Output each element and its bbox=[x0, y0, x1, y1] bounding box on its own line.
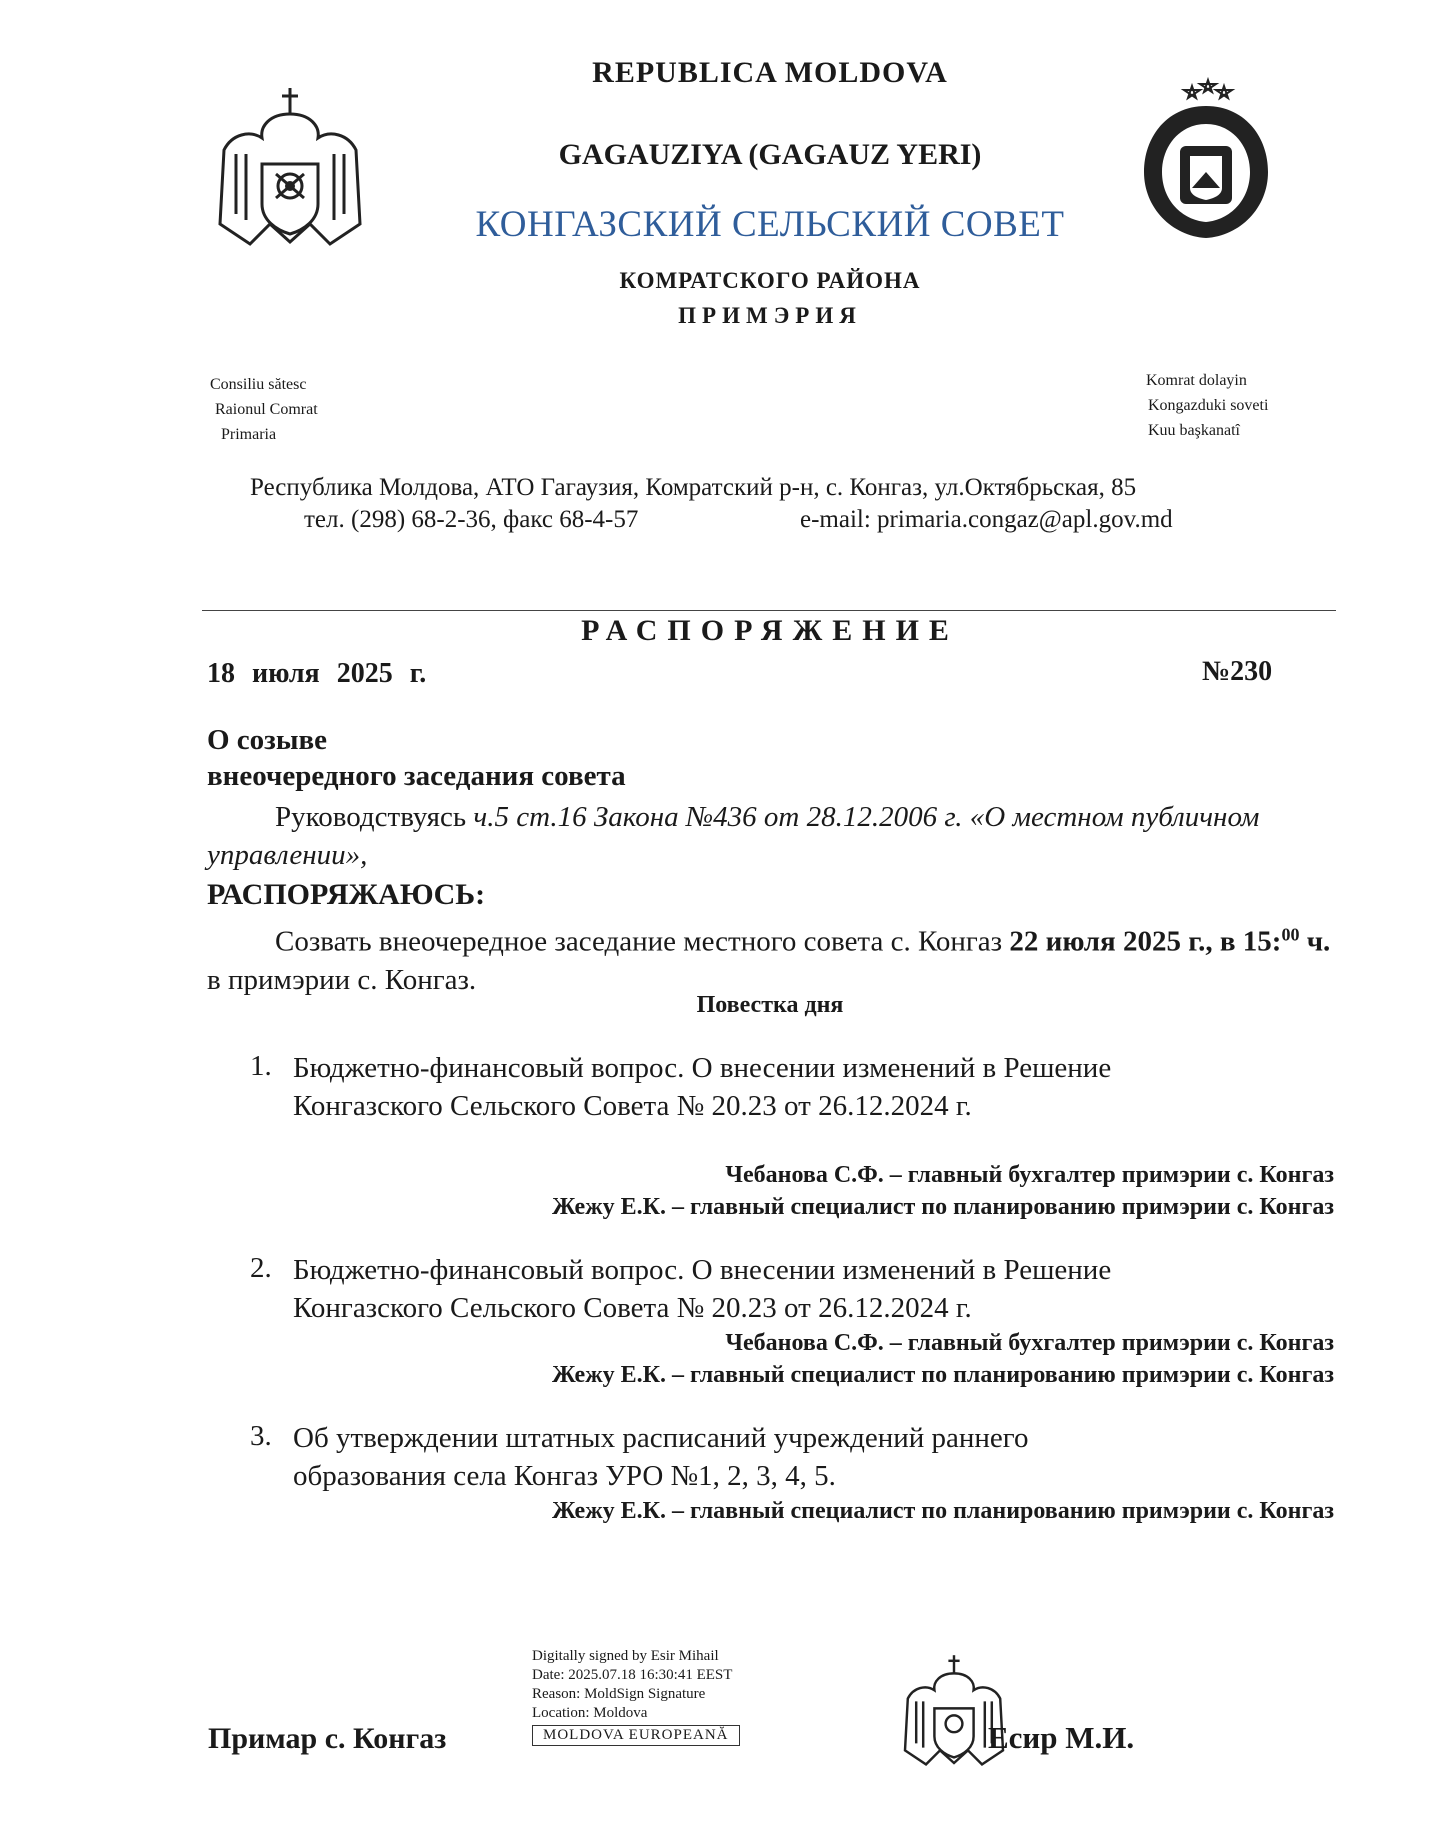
agenda-title: Повестка дня bbox=[696, 992, 844, 1018]
agenda-item-text bbox=[293, 1049, 1293, 1125]
order-paragraph bbox=[207, 915, 1347, 999]
signature-stamp: MOLDOVA EUROPEANĂ bbox=[532, 1725, 740, 1746]
order-date: 22 июля 2025 г., в 15: bbox=[1009, 925, 1282, 958]
agenda-responsible: Чебанова С.Ф. – главный бухгалтер примэрии с. Конгаз bbox=[725, 1162, 1334, 1188]
romanian-institution-name bbox=[210, 372, 318, 447]
legal-basis-paragraph bbox=[207, 798, 1347, 874]
agenda-item-text bbox=[293, 1419, 1293, 1495]
country-title: REPUBLICA MOLDOVA bbox=[592, 56, 948, 89]
order-hour-suffix: ч. bbox=[1299, 925, 1331, 958]
agenda-item-number: 2. bbox=[250, 1252, 272, 1284]
agenda-responsible: Жежу Е.К. – главный специалист по планированию примэрии с. Конгаз bbox=[552, 1194, 1334, 1220]
gagauz-institution-name bbox=[1146, 368, 1268, 443]
basis-intro: Руководствуясь bbox=[275, 801, 474, 833]
left-line: Consiliu sătesc bbox=[210, 376, 307, 393]
signatory-role: Примар с. Конгаз bbox=[208, 1722, 447, 1755]
order-text: Созвать внеочередное заседание местного совета с. Конгаз bbox=[275, 925, 1010, 958]
region-title: GAGAUZIYA (GAGAUZ YERI) bbox=[558, 138, 982, 171]
left-line: Raionul Comrat bbox=[215, 401, 318, 418]
agenda-item-number: 1. bbox=[250, 1050, 272, 1082]
left-line: Primaria bbox=[221, 426, 277, 443]
agenda-item-line: Бюджетно-финансовый вопрос. О внесении изменений в Решение bbox=[293, 1052, 1112, 1084]
postal-address: Республика Молдова, АТО Гагаузия, Комратский р-н, с. Конгаз, ул.Октябрьская, 85 bbox=[250, 474, 1137, 501]
agenda-responsible: Жежу Е.К. – главный специалист по планированию примэрии с. Конгаз bbox=[552, 1362, 1334, 1388]
subject-line-2: внеочередного заседания совета bbox=[207, 760, 626, 792]
district-title: КОМРАТСКОГО РАЙОНА bbox=[619, 268, 921, 293]
document-type: РАСПОРЯЖЕНИЕ bbox=[581, 614, 959, 647]
phone-fax: тел. (298) 68-2-36, факс 68-4-57 bbox=[304, 506, 639, 533]
digital-signature-line: Location: Moldova bbox=[532, 1705, 648, 1721]
agenda-item-number: 3. bbox=[250, 1420, 272, 1452]
subject-line-1: О созыве bbox=[207, 724, 328, 756]
agenda-item-text bbox=[293, 1251, 1293, 1327]
agenda-item-line: Конгазского Сельского Совета № 20.23 от 26.12.2024 г. bbox=[293, 1292, 972, 1324]
digital-signature-line: Digitally signed by Esir Mihail bbox=[532, 1648, 719, 1664]
decree-heading: РАСПОРЯЖАЮСЬ: bbox=[207, 878, 486, 911]
order-place: в примэрии с. Конгаз. bbox=[207, 963, 477, 996]
agenda-item-line: образования села Конгаз УРО №1, 2, 3, 4, 5. bbox=[293, 1460, 836, 1492]
digital-signature-line: Date: 2025.07.18 16:30:41 EEST bbox=[532, 1667, 733, 1683]
agenda-responsible: Чебанова С.Ф. – главный бухгалтер примэрии с. Конгаз bbox=[725, 1330, 1334, 1356]
document-date: 18 июля 2025 г. bbox=[207, 658, 427, 689]
digital-signature-line: Reason: MoldSign Signature bbox=[532, 1686, 706, 1702]
digital-signature-block bbox=[532, 1647, 740, 1746]
right-line: Komrat dolayin bbox=[1146, 372, 1247, 389]
right-line: Kuu başkanatî bbox=[1148, 422, 1240, 439]
document-number: №230 bbox=[1202, 656, 1273, 687]
agenda-item-line: Конгазского Сельского Совета № 20.23 от 26.12.2024 г. bbox=[293, 1090, 972, 1122]
primaria-title: ПРИМЭРИЯ bbox=[678, 303, 862, 328]
agenda-item-line: Бюджетно-финансовый вопрос. О внесении изменений в Решение bbox=[293, 1254, 1112, 1286]
header-divider bbox=[202, 610, 1336, 611]
signatory-name: Есир М.И. bbox=[988, 1720, 1135, 1755]
order-time-minutes: 00 bbox=[1281, 924, 1300, 944]
agenda-item-line: Об утверждении штатных расписаний учреждений раннего bbox=[293, 1422, 1029, 1454]
agenda-responsible: Жежу Е.К. – главный специалист по планированию примэрии с. Конгаз bbox=[552, 1498, 1334, 1524]
basis-law: ч.5 ст.16 Закона №436 от 28.12.2006 г. «О местном публичном управлении», bbox=[207, 801, 1260, 871]
council-title: КОНГАЗСКИЙ СЕЛЬСКИЙ СОВЕТ bbox=[475, 204, 1065, 245]
right-line: Kongazduki soveti bbox=[1148, 397, 1269, 414]
email-address: e-mail: primaria.congaz@apl.gov.md bbox=[800, 506, 1173, 533]
